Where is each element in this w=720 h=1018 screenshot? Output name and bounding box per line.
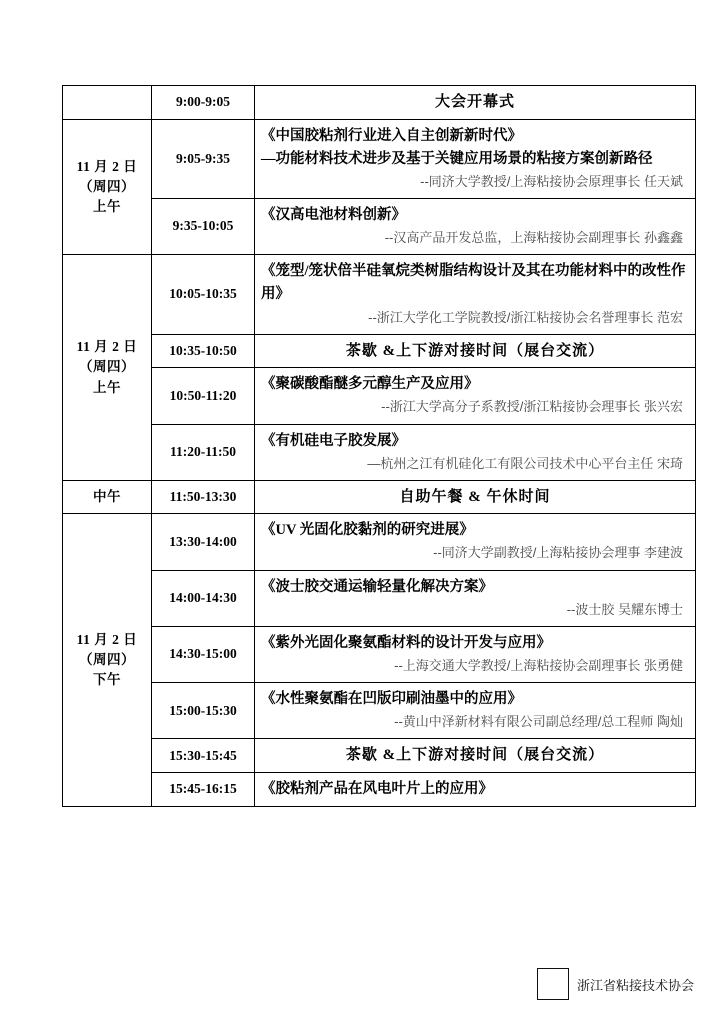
session-cell: [255, 424, 696, 480]
session-title: 《聚碳酸酯醚多元醇生产及应用》: [261, 376, 479, 393]
table-row: [63, 424, 696, 480]
table-row: [63, 119, 696, 198]
day-line-1: 11 月 2 日: [76, 158, 138, 174]
day-line-2: （周四）: [79, 359, 135, 375]
session-speaker: --波士胶 吴耀东博士: [566, 601, 683, 617]
session-title: 《紫外光固化聚氨酯材料的设计开发与应用》: [261, 634, 551, 651]
table-row: [63, 255, 696, 334]
day-cell: [63, 255, 152, 481]
time-cell: 10:05-10:35: [152, 255, 255, 334]
session-subtitle: —功能材料技术进步及基于关键应用场景的粘接方案创新路径: [261, 150, 653, 167]
session-cell: [255, 255, 696, 334]
session-title: 《胶粘剂产品在风电叶片上的应用》: [261, 780, 493, 797]
day-line-2: （周四）: [79, 178, 135, 194]
session-cell: [255, 739, 696, 773]
session-cell: [255, 368, 696, 424]
session-speaker: --上海交通大学教授/上海粘接协会副理事长 张勇健: [394, 658, 683, 674]
session-title: 茶歇 &上下游对接时间（展台交流）: [345, 342, 605, 359]
time-cell: 15:45-16:15: [152, 772, 255, 806]
session-title: 《波士胶交通运输轻量化解决方案》: [261, 578, 493, 595]
table-row: [63, 683, 696, 739]
time-cell: 9:35-10:05: [152, 198, 255, 254]
session-title: 《水性聚氨酯在凹版印刷油墨中的应用》: [261, 691, 522, 708]
session-speaker: —杭州之江有机硅化工有限公司技术中心平台主任 宋琦: [367, 455, 683, 471]
session-cell: [255, 772, 696, 806]
session-cell: [255, 198, 696, 254]
day-line-1: 11 月 2 日: [76, 339, 138, 355]
table-row: [63, 368, 696, 424]
session-cell: [255, 514, 696, 570]
day-cell-empty: [63, 86, 152, 120]
day-line-3: 上午: [93, 379, 121, 395]
table-row: [63, 86, 696, 120]
session-cell: [255, 480, 696, 514]
time-cell: 15:00-15:30: [152, 683, 255, 739]
time-cell: 14:00-14:30: [152, 570, 255, 626]
session-title: 茶歇 &上下游对接时间（展台交流）: [345, 747, 605, 764]
time-cell: 15:30-15:45: [152, 739, 255, 773]
table-row: [63, 772, 696, 806]
day-line-1: 中午: [93, 488, 121, 504]
session-cell: [255, 119, 696, 198]
session-title: 《汉高电池材料创新》: [261, 206, 406, 223]
day-cell: [63, 480, 152, 514]
session-title: 大会开幕式: [434, 94, 515, 110]
time-cell: 13:30-14:00: [152, 514, 255, 570]
session-speaker: --汉高产品开发总监，上海粘接协会副理事长 孙鑫鑫: [384, 230, 683, 246]
time-cell: 10:50-11:20: [152, 368, 255, 424]
time-cell: 11:50-13:30: [152, 480, 255, 514]
day-cell: [63, 119, 152, 255]
time-cell: 9:05-9:35: [152, 119, 255, 198]
day-line-3: 上午: [93, 199, 121, 214]
day-line-2: （周四）: [79, 652, 135, 668]
session-title: 《中国胶粘剂行业进入自主创新新时代》: [261, 127, 522, 144]
table-row: [63, 198, 696, 254]
table-row: [63, 334, 696, 368]
footer-badge: [537, 968, 694, 1000]
session-title: 《有机硅电子胶发展》: [261, 432, 406, 449]
table-row: [63, 626, 696, 682]
day-line-3: 下午: [93, 672, 121, 688]
time-cell: 11:20-11:50: [152, 424, 255, 480]
table-row: [63, 739, 696, 773]
session-speaker: --同济大学教授/上海粘接协会原理事长 任天斌: [420, 173, 683, 189]
session-cell: [255, 626, 696, 682]
session-cell: [255, 86, 696, 120]
day-cell: [63, 514, 152, 807]
session-speaker: --浙江大学化工学院教授/浙江粘接协会名誉理事长 范宏: [368, 309, 683, 325]
agenda-table: [62, 85, 696, 807]
session-cell: [255, 683, 696, 739]
day-line-1: 11 月 2 日: [76, 631, 138, 647]
session-speaker: --同济大学副教授/上海粘接协会理事 李建波: [433, 545, 683, 561]
table-row: [63, 570, 696, 626]
footer-organization-name: 浙江省粘接技术协会: [576, 977, 694, 993]
table-row: [63, 514, 696, 570]
page-footer: [0, 964, 720, 1004]
session-cell: [255, 334, 696, 368]
table-row: [63, 480, 696, 514]
time-cell: 10:35-10:50: [152, 334, 255, 368]
session-title: 自助午餐 & 午休时间: [399, 488, 551, 505]
session-title: 《UV 光固化胶黏剂的研究进展》: [261, 522, 474, 539]
qr-code-icon: [537, 968, 569, 1000]
time-cell: 9:00-9:05: [152, 86, 255, 120]
session-cell: [255, 570, 696, 626]
session-speaker: --浙江大学高分子系教授/浙江粘接协会理事长 张兴宏: [381, 399, 683, 415]
session-speaker: --黄山中泽新材料有限公司副总经理/总工程师 陶灿: [394, 714, 683, 730]
session-title: 《笼型/笼状倍半硅氧烷类树脂结构设计及其在功能材料中的改性作用》: [261, 263, 686, 303]
time-cell: 14:30-15:00: [152, 626, 255, 682]
